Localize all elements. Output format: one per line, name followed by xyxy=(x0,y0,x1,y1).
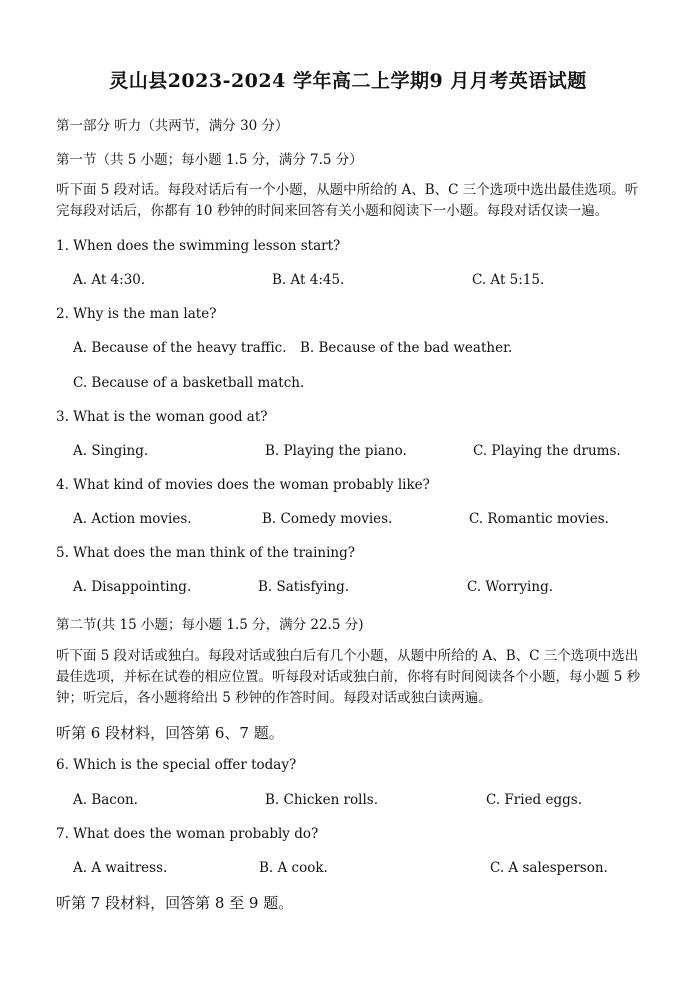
listen-material-6: 听第 6 段材料，回答第 6、7 题。 xyxy=(56,724,284,742)
q5-option-c: C. Worrying. xyxy=(467,579,553,595)
q6-option-a: A. Bacon. xyxy=(73,792,138,808)
q2-option-c: C. Because of a basketball match. xyxy=(73,375,305,391)
q2-option-b: B. Because of the bad weather. xyxy=(300,340,513,356)
q2-option-a: A. Because of the heavy traffic. xyxy=(73,340,287,356)
q3-option-b: B. Playing the piano. xyxy=(265,443,407,459)
q1-option-a: A. At 4:30. xyxy=(73,272,146,288)
question-2: 2. Why is the man late? xyxy=(56,306,217,322)
q7-option-a: A. A waitress. xyxy=(73,860,168,876)
q4-option-a: A. Action movies. xyxy=(73,511,192,527)
q7-option-c: C. A salesperson. xyxy=(490,860,608,876)
q3-option-c: C. Playing the drums. xyxy=(473,443,621,459)
q5-option-a: A. Disappointing. xyxy=(73,579,192,595)
question-6: 6. Which is the special offer today? xyxy=(56,757,297,773)
question-3: 3. What is the woman good at? xyxy=(56,409,268,425)
question-1: 1. When does the swimming lesson start? xyxy=(56,238,341,254)
section1-heading: 第一节（共 5 小题；每小题 1.5 分，满分 7.5 分） xyxy=(56,152,363,168)
page-title: 灵山县2023-2024 学年高二上学期9 月月考英语试题 xyxy=(109,70,587,92)
q4-option-c: C. Romantic movies. xyxy=(469,511,609,527)
section1-instruction: 听下面 5 段对话。每段对话后有一个小题，从题中所给的 A、B、C 三个选项中选出最佳选项。听完每段对话后，你都有 10 秒钟的时间来回答有关小题和阅读下一小题。每段对话仅读一遍。 xyxy=(56,182,639,219)
q3-option-a: A. Singing. xyxy=(73,443,149,459)
section2-heading: 第二节(共 15 小题；每小题 1.5 分，满分 22.5 分) xyxy=(56,617,364,633)
q6-option-b: B. Chicken rolls. xyxy=(265,792,378,808)
section2-instruction: 听下面 5 段对话或独白。每段对话或独白后有几个小题，从题中所给的 A、B、C 三个选项中选出最佳选项，并标在试卷的相应位置。听每段对话或独白前，你将有时间阅读各个小题，每小题 5 秒钟；听完后，各小题将给出 5 秒钟的作答时间。每段对话或独白读两遍。 xyxy=(56,648,641,706)
question-4: 4. What kind of movies does the woman probably like? xyxy=(56,477,430,493)
q6-option-c: C. Fried eggs. xyxy=(486,792,582,808)
q1-option-b: B. At 4:45. xyxy=(272,272,345,288)
q1-option-c: C. At 5:15. xyxy=(472,272,545,288)
q5-option-b: B. Satisfying. xyxy=(258,579,350,595)
listen-material-7: 听第 7 段材料，回答第 8 至 9 题。 xyxy=(56,894,294,912)
question-5: 5. What does the man think of the training? xyxy=(56,545,355,561)
question-7: 7. What does the woman probably do? xyxy=(56,826,319,842)
part1-heading: 第一部分 听力（共两节，满分 30 分） xyxy=(56,118,289,134)
q4-option-b: B. Comedy movies. xyxy=(262,511,393,527)
q7-option-b: B. A cook. xyxy=(259,860,328,876)
